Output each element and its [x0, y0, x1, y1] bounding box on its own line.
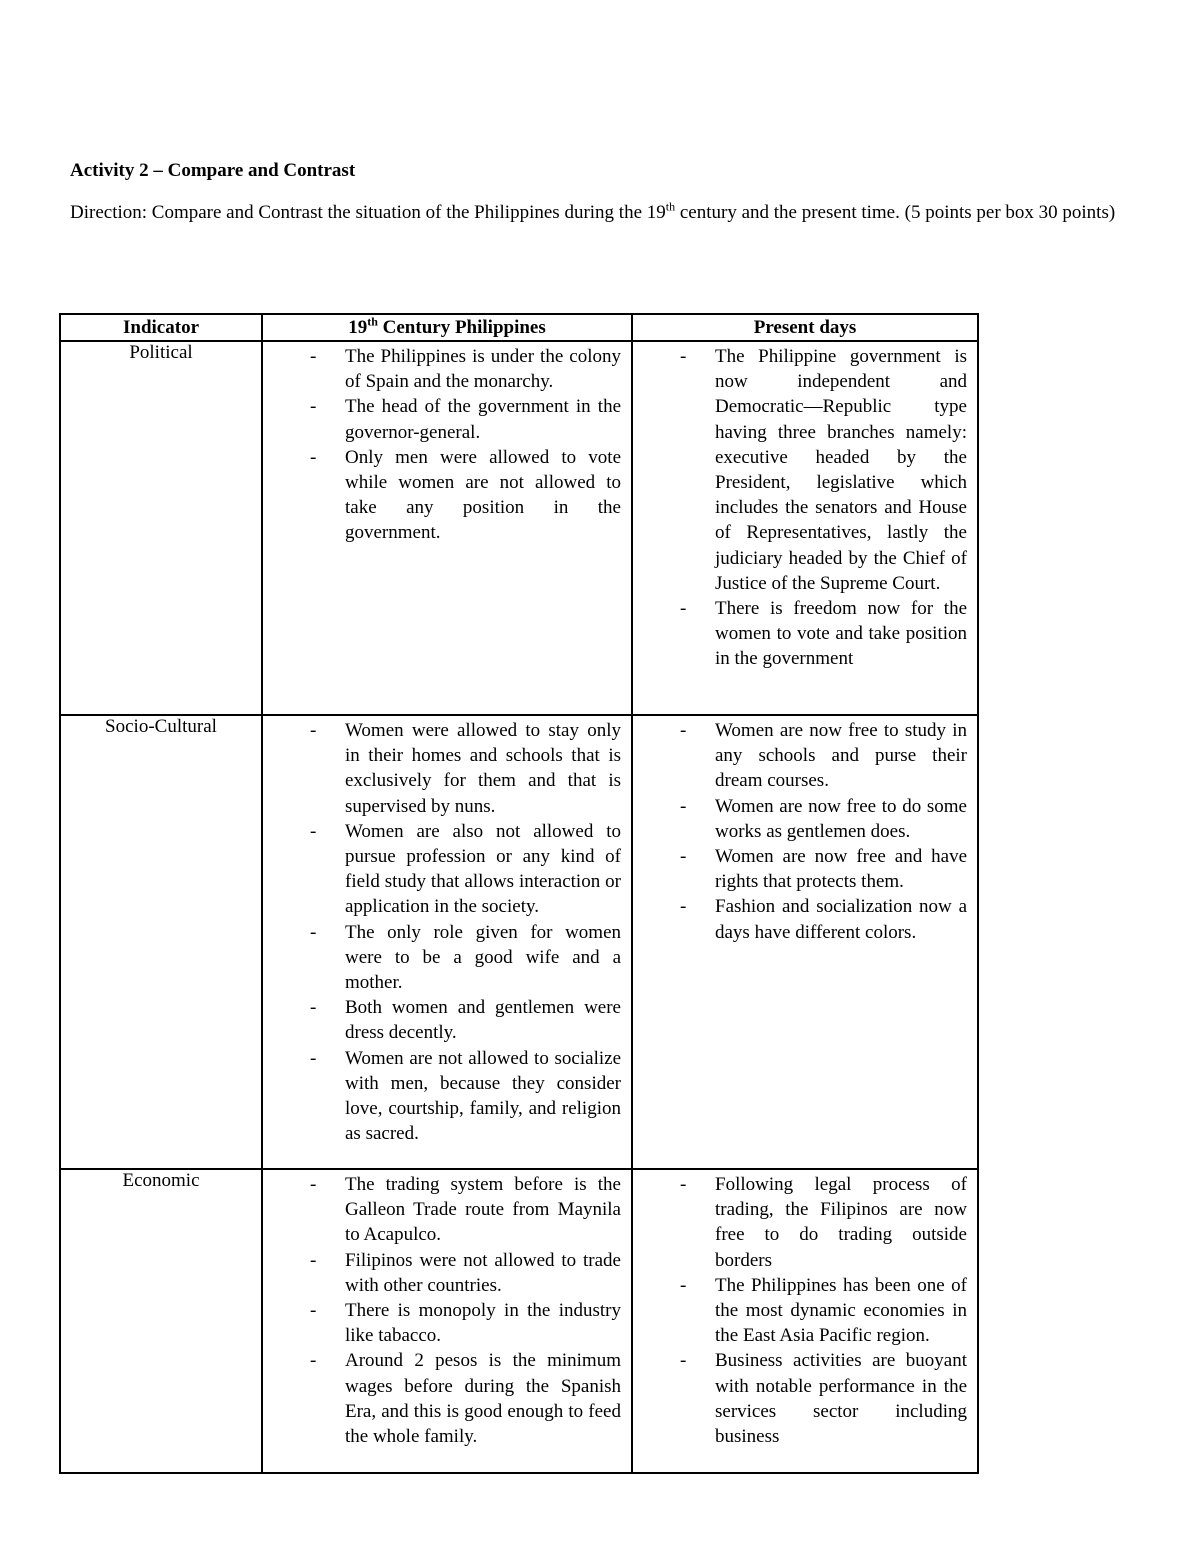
table-row-socio-cultural [60, 715, 978, 1169]
list-item-text: Women were allowed to stay only in their homes and schools that is exclusively for them and that is supervised by nuns. [345, 720, 621, 817]
list-item [633, 1348, 967, 1449]
bullet-dash: - [310, 346, 317, 367]
bullet-dash: - [680, 1274, 687, 1296]
header-century-label: Century Philippines [377, 316, 546, 338]
list-item [633, 844, 967, 894]
present-cell [632, 715, 978, 1169]
bullet-list [263, 342, 631, 546]
list-item [633, 794, 967, 844]
direction-text-start: Direction: Compare and Contrast the situation of the Philippines during the 19 [70, 202, 666, 223]
bullet-dash: - [310, 446, 317, 468]
list-item [263, 394, 621, 444]
bullet-dash: - [310, 1300, 317, 1322]
direction-superscript: th [665, 199, 676, 214]
list-item [633, 894, 967, 944]
bullet-dash: - [310, 1350, 317, 1372]
list-item [263, 1172, 621, 1248]
list-item-text: Women are not allowed to socialize with men, because they consider love, courtship, family, and religion as sacred. [345, 1047, 621, 1145]
indicator-cell: Economic [60, 1169, 262, 1473]
bullet-dash: - [310, 921, 317, 943]
indicator-cell: Political [60, 341, 262, 715]
bullet-dash: - [310, 720, 317, 741]
bullet-dash: - [680, 846, 687, 868]
header-century-superscript: th [367, 314, 378, 329]
list-item-text: The Philippines has been one of the most dynamic economies in the East Asia Pacific region. [715, 1274, 967, 1347]
list-item-text: The trading system before is the Galleon Trade route from Maynila to Acapulco. [345, 1174, 621, 1246]
list-item [263, 995, 621, 1045]
header-19th-century [262, 314, 632, 341]
list-item-text: Both women and gentlemen were dress decently. [345, 997, 621, 1044]
list-item [263, 1298, 621, 1348]
list-item [633, 596, 967, 672]
bullet-dash: - [680, 795, 687, 817]
list-item [263, 1348, 621, 1449]
table-row-political [60, 341, 978, 715]
list-item-text: The Philippine government is now independent and Democratic—Republic type having three branches namely: executive headed by the President, legislative which includes the senators and House of Representatives, lastly the judiciary headed by the Chief of Justice of the Supreme Court. [715, 346, 967, 594]
bullet-list [263, 1170, 631, 1449]
century-cell [262, 341, 632, 715]
present-cell [632, 341, 978, 715]
list-item-text: There is monopoly in the industry like tabacco. [345, 1300, 621, 1347]
bullet-dash: - [680, 598, 687, 620]
list-item-text: The only role given for women were to be a good wife and a mother. [345, 921, 621, 994]
present-cell [632, 1169, 978, 1473]
list-item [633, 1172, 967, 1273]
list-item [633, 718, 967, 794]
list-item [263, 1248, 621, 1298]
compare-contrast-table [59, 313, 979, 1474]
century-cell [262, 715, 632, 1169]
indicator-cell: Socio-Cultural [60, 715, 262, 1169]
list-item-text: Women are now free to study in any schools and purse their dream courses. [715, 720, 967, 792]
bullet-dash: - [310, 1249, 317, 1271]
header-century-number: 19 [348, 316, 368, 338]
list-item-text: The Philippines is under the colony of Spain and the monarchy. [345, 346, 621, 393]
bullet-dash: - [680, 1350, 687, 1372]
list-item-text: There is freedom now for the women to vote and take position in the government [715, 598, 967, 670]
bullet-list [633, 1170, 977, 1449]
bullet-dash: - [680, 346, 687, 367]
bullet-dash: - [310, 820, 317, 842]
century-cell [262, 1169, 632, 1473]
bullet-list [633, 342, 977, 672]
table-row-economic [60, 1169, 978, 1473]
header-indicator: Indicator [60, 314, 262, 341]
list-item-text: The head of the government in the governor-general. [345, 396, 621, 443]
direction-text [70, 200, 1135, 226]
list-item [263, 718, 621, 819]
list-item-text: Women are now free to do some works as gentlemen does. [715, 795, 967, 842]
list-item [263, 920, 621, 996]
list-item-text: Fashion and socialization now a days have different colors. [715, 896, 967, 943]
list-item [263, 1046, 621, 1147]
list-item-text: Around 2 pesos is the minimum wages before during the Spanish Era, and this is good enough to feed the whole family. [345, 1350, 621, 1448]
bullet-dash: - [680, 1174, 687, 1195]
bullet-dash: - [310, 396, 317, 418]
bullet-dash: - [680, 896, 687, 918]
list-item [263, 445, 621, 546]
bullet-dash: - [680, 720, 687, 741]
header-present-days: Present days [632, 314, 978, 341]
list-item-text: Only men were allowed to vote while women are not allowed to take any position in the government. [345, 446, 621, 544]
bullet-dash: - [310, 1174, 317, 1195]
list-item-text: Business activities are buoyant with notable performance in the services sector including business [715, 1350, 967, 1448]
list-item-text: Filipinos were not allowed to trade with other countries. [345, 1249, 621, 1296]
table-header-row [60, 314, 978, 341]
direction-text-end: century and the present time. (5 points per box 30 points) [675, 202, 1116, 223]
list-item [263, 819, 621, 920]
activity-title: Activity 2 – Compare and Contrast [70, 160, 356, 181]
list-item-text: Following legal process of trading, the Filipinos are now free to do trading outside borders [715, 1174, 967, 1271]
bullet-list [633, 716, 977, 945]
list-item [263, 344, 621, 394]
list-item-text: Women are also not allowed to pursue profession or any kind of field study that allows interaction or application in the society. [345, 820, 621, 918]
list-item-text: Women are now free and have rights that protects them. [715, 846, 967, 893]
bullet-list [263, 716, 631, 1146]
bullet-dash: - [310, 997, 317, 1019]
list-item [633, 1273, 967, 1349]
list-item [633, 344, 967, 596]
bullet-dash: - [310, 1047, 317, 1069]
